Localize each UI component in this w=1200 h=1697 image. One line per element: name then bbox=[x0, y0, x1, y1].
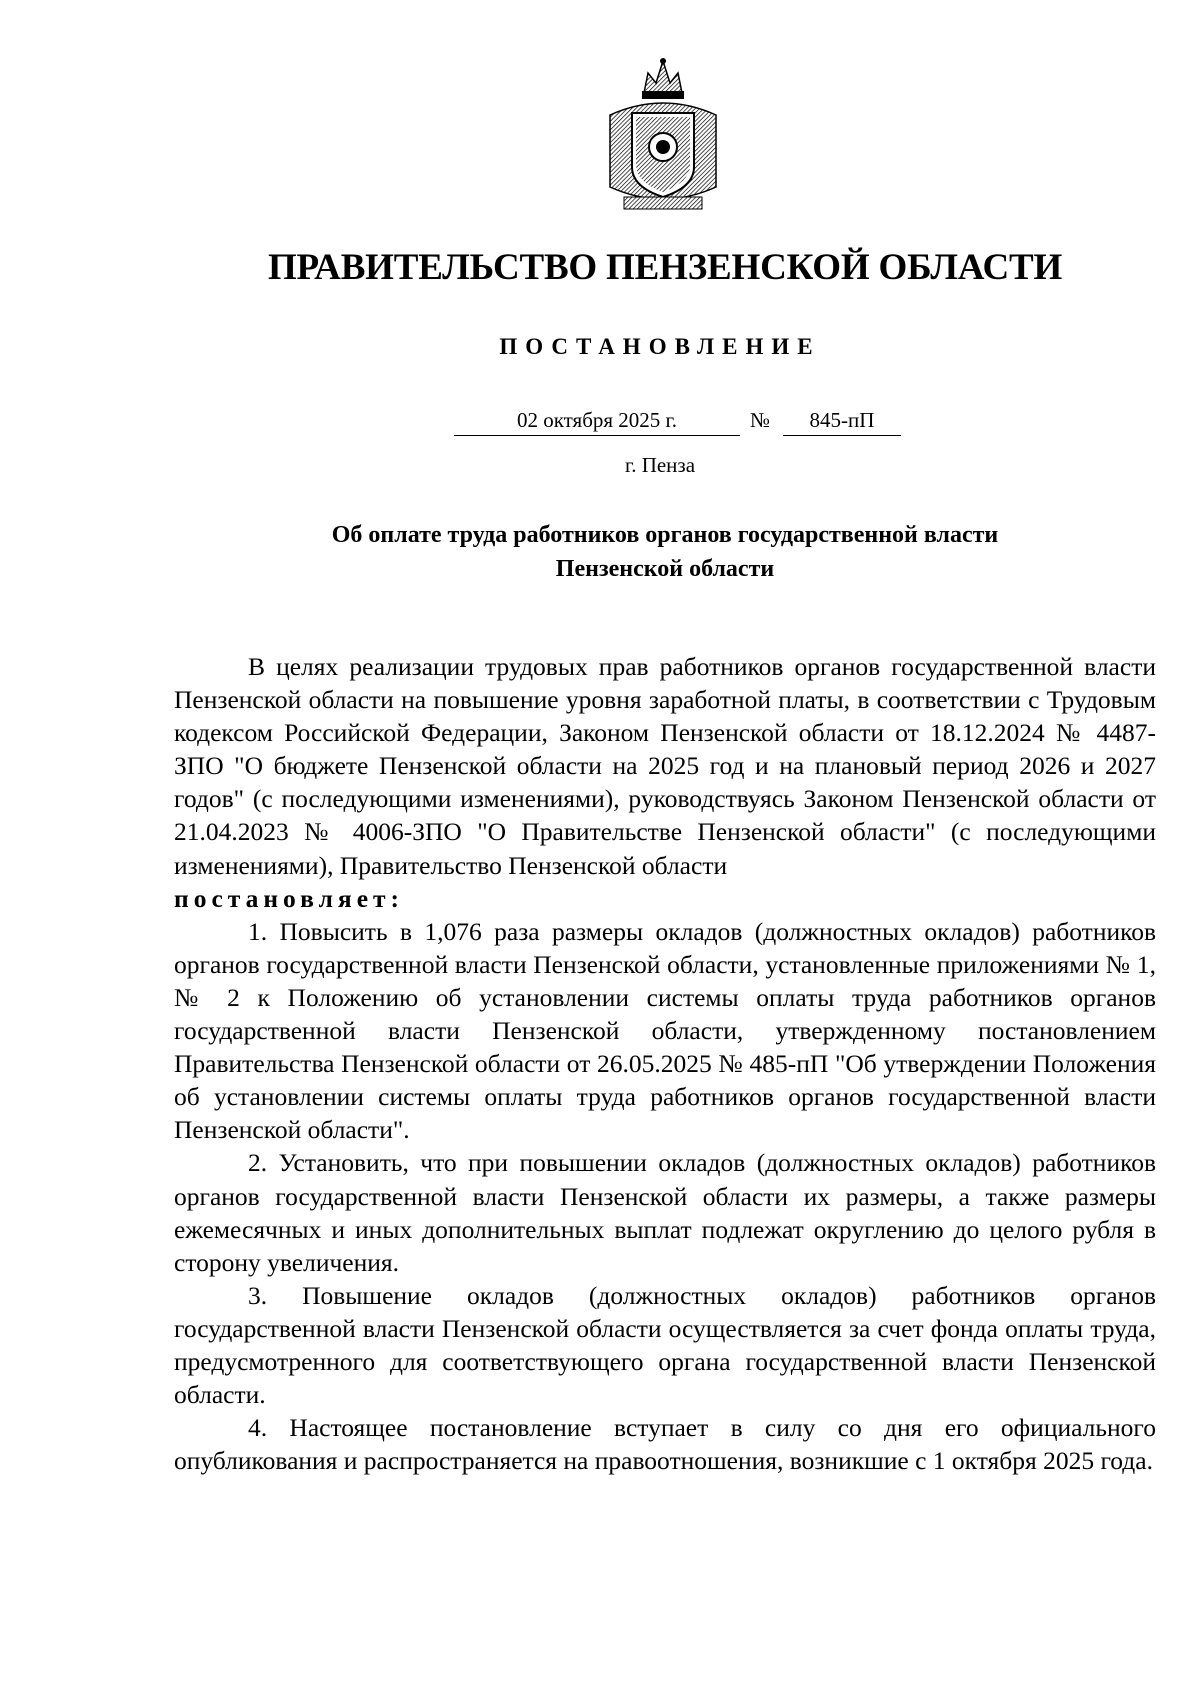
document-date: 02 октября 2025 г. bbox=[454, 405, 740, 436]
item-paragraph: 2. Установить, что при повышении окладов (должностных окладов) работников органов государственной власти Пензенской области их размеры, а также размеры ежемесячных и иных дополнительных выплат подлежат округлению до целого рубля в сторону увеличения. bbox=[174, 1148, 1156, 1277]
subject-line: Пензенской области bbox=[555, 556, 775, 582]
document-type: ПОСТАНОВЛЕНИЕ bbox=[499, 334, 821, 359]
city: г. Пенза bbox=[624, 453, 696, 477]
document-number: 845-пП bbox=[783, 405, 901, 436]
item-paragraph: 4. Настоящее постановление вступает в силу со дня его официального опубликования и распространяется на правоотношения, возникшие с 1 октября 2025 года. bbox=[174, 1413, 1156, 1476]
organization-title: ПРАВИТЕЛЬСТВО ПЕНЗЕНСКОЙ ОБЛАСТИ bbox=[267, 247, 1063, 288]
preamble-paragraph bbox=[174, 650, 1156, 882]
coat-of-arms-emblem bbox=[604, 55, 722, 213]
number-sign: № bbox=[750, 408, 771, 432]
subject-line: Об оплате труда работников органов государственной власти bbox=[331, 522, 999, 548]
item-paragraph: 3. Повышение окладов (должностных окладов) работников органов государственной власти Пензенской области осуществляется за счет фонда оплаты труда, предусмотренного для соответствующего органа государственной власти Пензенской области. bbox=[174, 1280, 1156, 1410]
item-paragraph: 1. Повысить в 1,076 раза размеры окладов (должностных окладов) работников органов государственной власти Пензенской области, установленные приложениями № 1, № 2 к Положению об установлении системы оплаты труда работников органов государственной власти Пензенской области, утвержденному постановлением Правительства Пензенской области от 26.05.2025 № 485-пП "Об утверждении Положения об установлении системы оплаты труда работников органов государственной власти Пензенской области". bbox=[174, 916, 1156, 1145]
decree-paragraph bbox=[174, 882, 1156, 915]
decree-word: постановляет: bbox=[174, 883, 405, 913]
document-subject bbox=[0, 518, 1200, 586]
preamble-text: В целях реализации трудовых прав работников органов государственной власти Пензенской области на повышение уровня заработной платы, в соответствии с Трудовым кодексом Российской Федерации, Законом Пензенской области от 18.12.2024 № 4487-ЗПО "О бюджете Пензенской области на 2025 год и на плановый период 2026 и 2027 годов" (с последующими изменениями), руководствуясь Законом Пензенской области от 21.04.2023 № 4006-ЗПО "О Правительстве Пензенской области" (с последующими изменениями), Правительство Пензенской области bbox=[174, 652, 1156, 880]
document-body bbox=[174, 650, 1156, 1477]
